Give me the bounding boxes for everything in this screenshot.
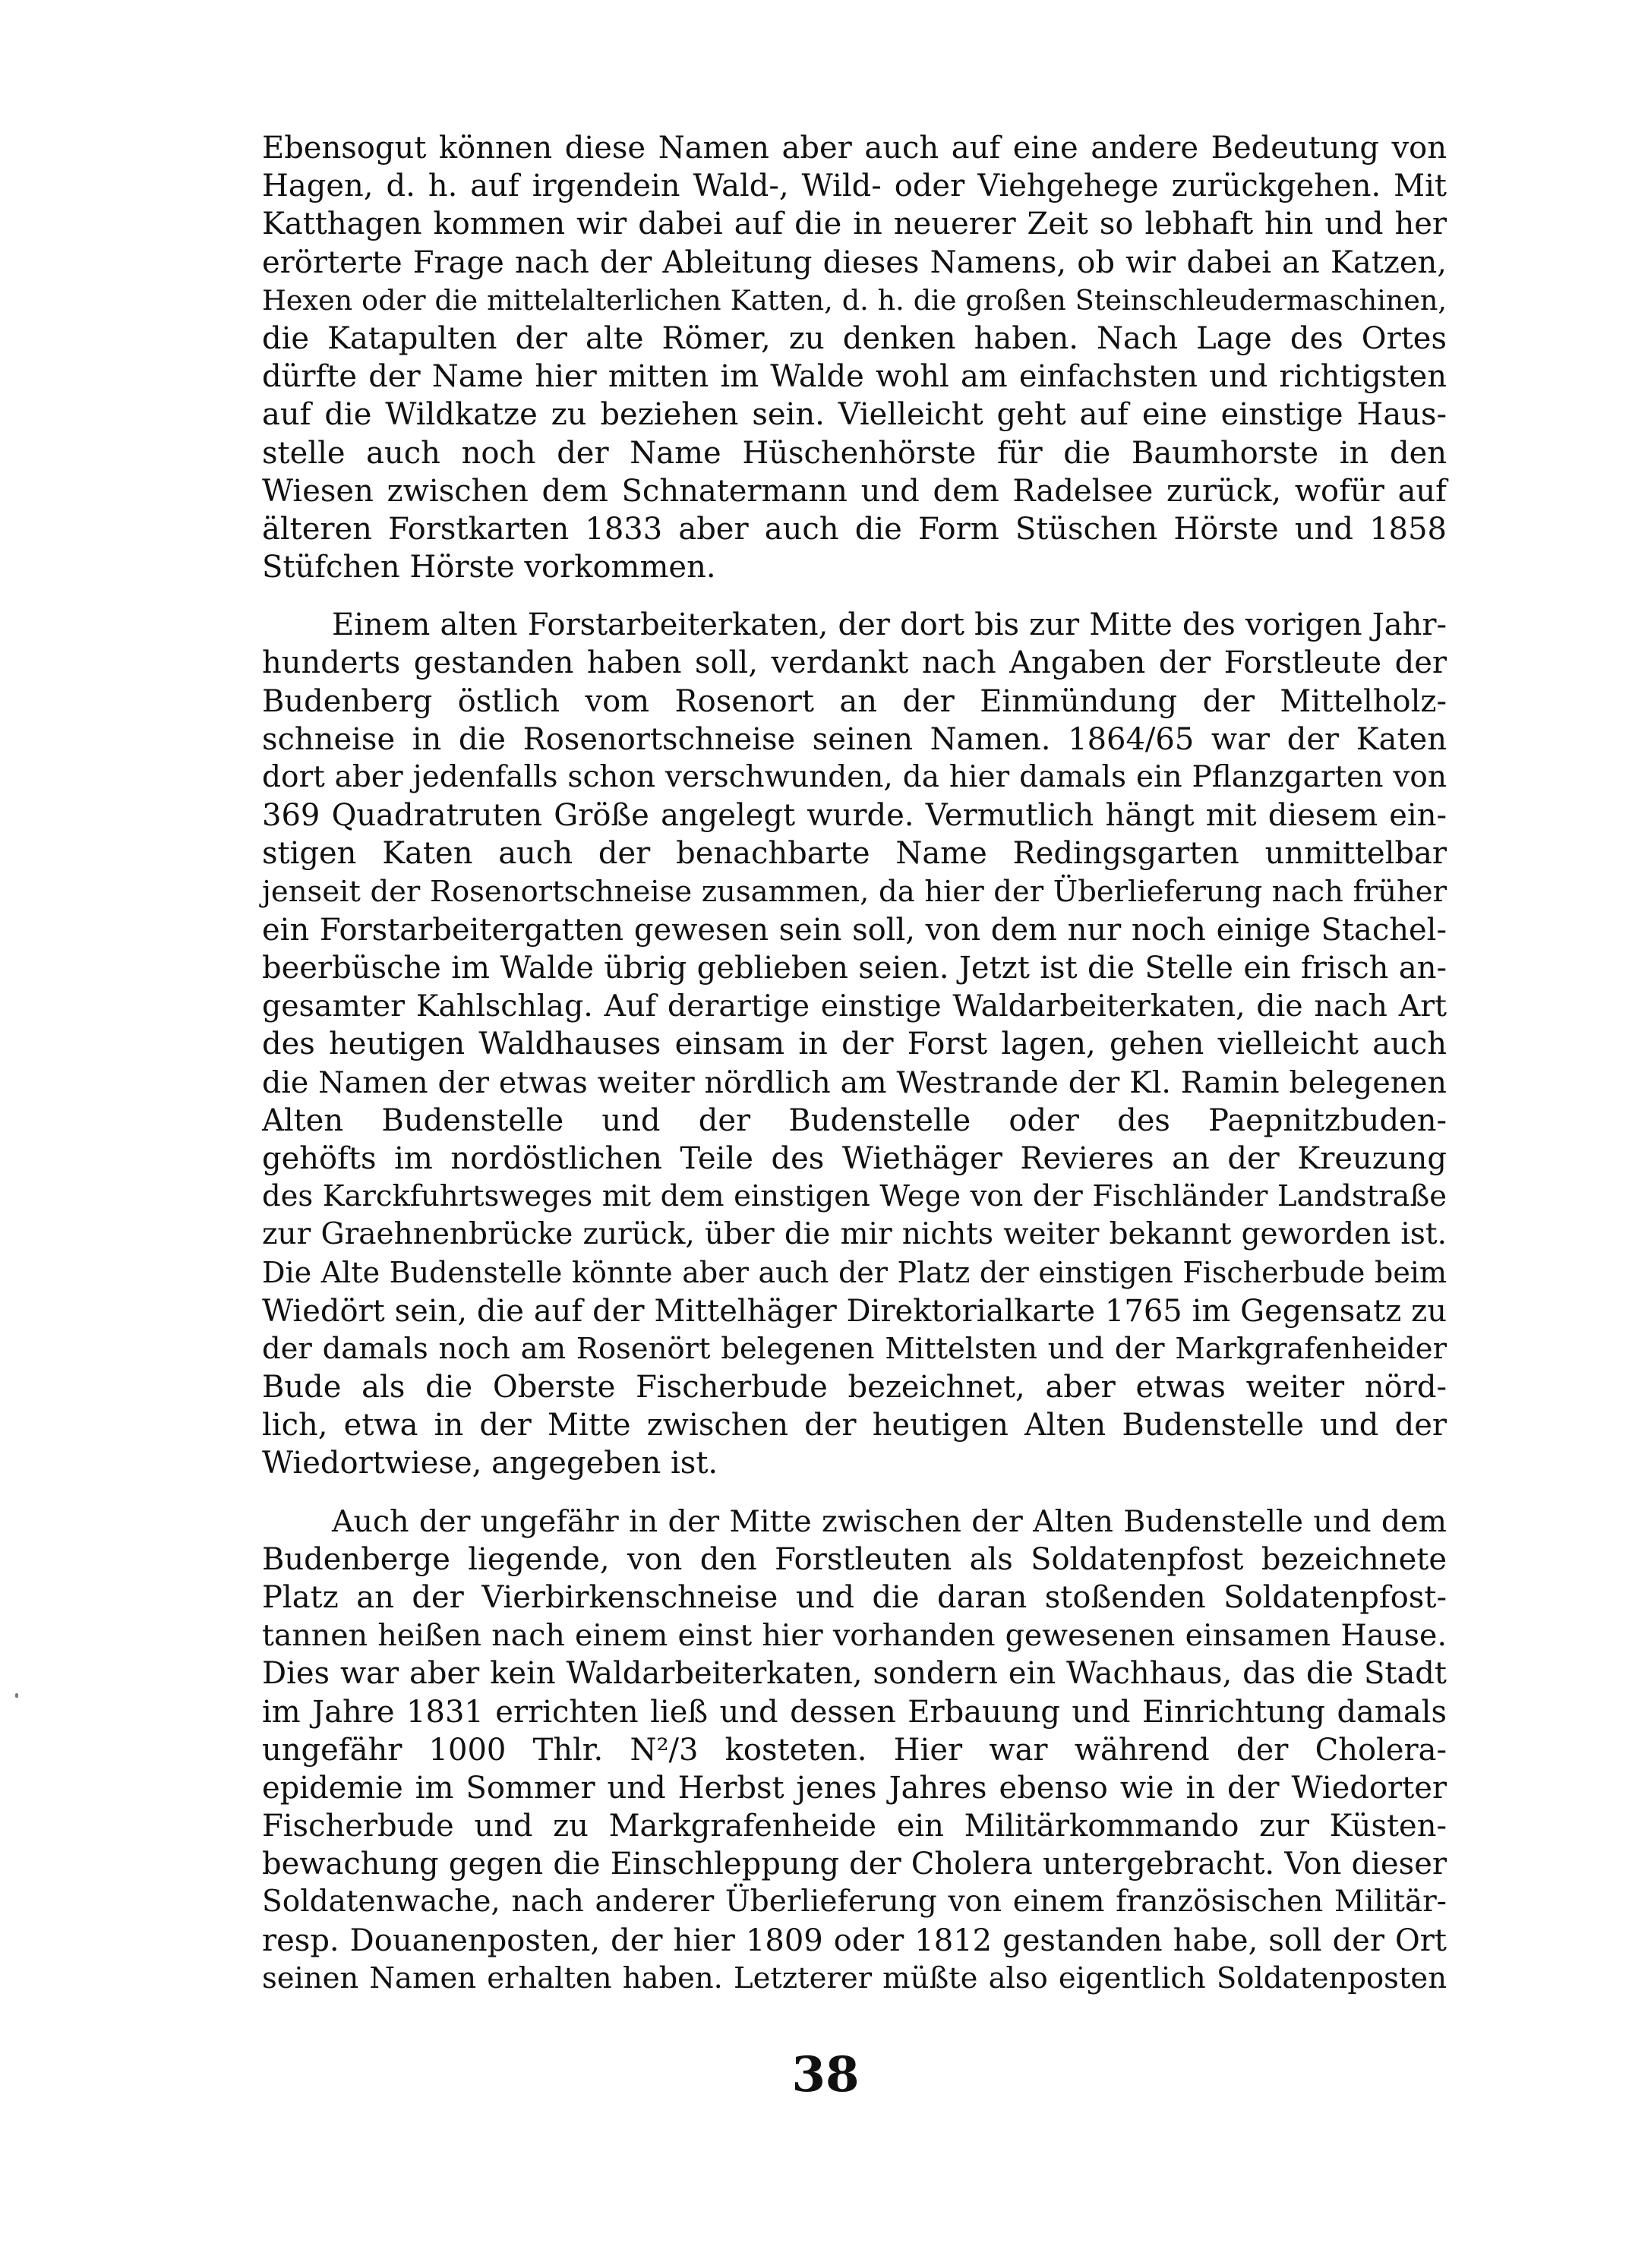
text-line: gehöfts im nordöstlichen Teile des Wiethäger Revieres an der Kreuzung <box>262 1140 1447 1176</box>
text-line: des Karckfuhrtsweges mit dem einstigen Wege von der Fischländer Landstraße <box>262 1179 1447 1214</box>
text-line: resp. Douanenposten, der hier 1809 oder 1812 gestanden habe, soll der Ort <box>262 1923 1447 1958</box>
text-line: Wiedortwiese, angegeben ist. <box>262 1446 718 1481</box>
text-line: Budenberge liegende, von den Forstleuten als Soldatenpfost bezeichnete <box>262 1541 1447 1577</box>
text-line: die Namen der etwas weiter nördlich am Westrande der Kl. Ramin belegenen <box>262 1065 1447 1100</box>
text-line: stigen Katen auch der benachbarte Name Redingsgarten unmittelbar <box>262 836 1447 872</box>
text-line: schneise in die Rosenortschneise seinen Namen. 1864/65 war der Katen <box>262 721 1447 757</box>
body-text <box>262 129 1447 1998</box>
text-line: Katthagen kommen wir dabei auf die in neuerer Zeit so lebhaft hin und her <box>262 207 1447 242</box>
text-line: Hagen, d. h. auf irgendein Wald-, Wild- oder Viehgehege zurückgehen. Mit <box>262 169 1447 204</box>
paragraph-1 <box>262 129 1447 586</box>
text-line: 369 Quadratruten Größe angelegt wurde. Vermutlich hängt mit diesem ein- <box>262 798 1447 834</box>
text-line: beerbüsche im Walde übrig geblieben seien. Jetzt ist die Stelle ein frisch an- <box>262 950 1447 986</box>
scan-speck <box>15 1693 18 1698</box>
text-line: epidemie im Sommer und Herbst jenes Jahres ebenso wie in der Wiedorter <box>262 1770 1447 1806</box>
text-line: bewachung gegen die Einschleppung der Cholera untergebracht. Von dieser <box>262 1847 1447 1882</box>
page-number: 38 <box>791 2046 860 2103</box>
text-line: zur Graehnenbrücke zurück, über die mir nichts weiter bekannt geworden ist. <box>262 1217 1447 1252</box>
text-line: Auch der ungefähr in der Mitte zwischen der Alten Budenstelle und dem <box>332 1503 1447 1539</box>
paragraph-2 <box>262 606 1447 1482</box>
paragraph-3 <box>262 1503 1447 1998</box>
text-line: Budenberg östlich vom Rosenort an der Einmündung der Mittelholz- <box>262 683 1447 719</box>
text-line: des heutigen Waldhauses einsam in der Forst lagen, gehen vielleicht auch <box>262 1027 1447 1062</box>
paragraph-gap <box>262 1483 1447 1503</box>
text-line: Die Alte Budenstelle könnte aber auch der Platz der einstigen Fischerbude beim <box>262 1256 1447 1290</box>
text-line: auf die Wildkatze zu beziehen sein. Vielleicht geht auf eine einstige Haus- <box>262 397 1447 433</box>
text-line: ein Forstarbeitergatten gewesen sein soll, von dem nur noch einige Stachel- <box>262 912 1447 948</box>
text-line: Wiedört sein, die auf der Mittelhäger Direktorialkarte 1765 im Gegensatz zu <box>262 1293 1447 1329</box>
text-line: Stüfchen Hörste vorkommen. <box>262 550 716 585</box>
text-line: der damals noch am Rosenört belegenen Mittelsten und der Markgrafenheider <box>262 1331 1447 1366</box>
text-line: jenseit der Rosenortschneise zusammen, da hier der Überlieferung nach früher <box>262 874 1447 909</box>
text-line: lich, etwa in der Mitte zwischen der heutigen Alten Budenstelle und der <box>262 1408 1447 1443</box>
text-line: stelle auch noch der Name Hüschenhörste für die Baumhorste in den <box>262 435 1447 471</box>
text-line: Alten Budenstelle und der Budenstelle oder des Paepnitzbuden- <box>262 1102 1447 1138</box>
text-line: Ebensogut können diese Namen aber auch auf eine andere Bedeutung von <box>262 131 1447 166</box>
text-line: älteren Forstkarten 1833 aber auch die Form Stüschen Hörste und 1858 <box>262 511 1447 547</box>
text-line: erörterte Frage nach der Ableitung dieses Namens, ob wir dabei an Katzen, <box>262 244 1447 280</box>
text-line: Soldatenwache, nach anderer Überlieferung von einem französischen Militär- <box>262 1885 1447 1919</box>
text-line: hunderts gestanden haben soll, verdankt nach Angaben der Forstleute der <box>262 645 1447 681</box>
text-line: Bude als die Oberste Fischerbude bezeichnet, aber etwas weiter nörd- <box>262 1370 1447 1405</box>
text-line: Fischerbude und zu Markgrafenheide ein Militärkommando zur Küsten- <box>262 1809 1447 1844</box>
text-line: Einem alten Forstarbeiterkaten, der dort bis zur Mitte des vorigen Jahr- <box>332 607 1447 643</box>
text-line: seinen Namen erhalten haben. Letzterer müßte also eigentlich Soldatenposten <box>262 1960 1447 1995</box>
text-line: die Katapulten der alte Römer, zu denken haben. Nach Lage des Ortes <box>262 320 1447 356</box>
text-line: tannen heißen nach einem einst hier vorhanden gewesenen einsamen Hause. <box>262 1618 1447 1654</box>
paragraph-gap <box>262 586 1447 606</box>
text-line: gesamter Kahlschlag. Auf derartige einstige Waldarbeiterkaten, die nach Art <box>262 989 1447 1024</box>
text-line: Dies war aber kein Waldarbeiterkaten, sondern ein Wachhaus, das die Stadt <box>262 1656 1447 1692</box>
text-line: im Jahre 1831 errichten ließ und dessen Erbauung und Einrichtung damals <box>262 1694 1447 1730</box>
text-line: Wiesen zwischen dem Schnatermann und dem Radelsee zurück, wofür auf <box>262 473 1447 509</box>
text-line: Platz an der Vierbirkenschneise und die daran stoßenden Soldatenpfost- <box>262 1579 1447 1615</box>
text-line: dürfte der Name hier mitten im Walde wohl am einfachsten und richtigsten <box>262 359 1447 395</box>
text-line: Hexen oder die mittelalterlichen Katten, d. h. die großen Steinschleudermaschinen, <box>262 283 1447 317</box>
text-line: dort aber jedenfalls schon verschwunden, da hier damals ein Pflanzgarten von <box>262 760 1447 794</box>
text-line: ungefähr 1000 Thlr. N²/3 kosteten. Hier war während der Cholera- <box>262 1732 1447 1768</box>
